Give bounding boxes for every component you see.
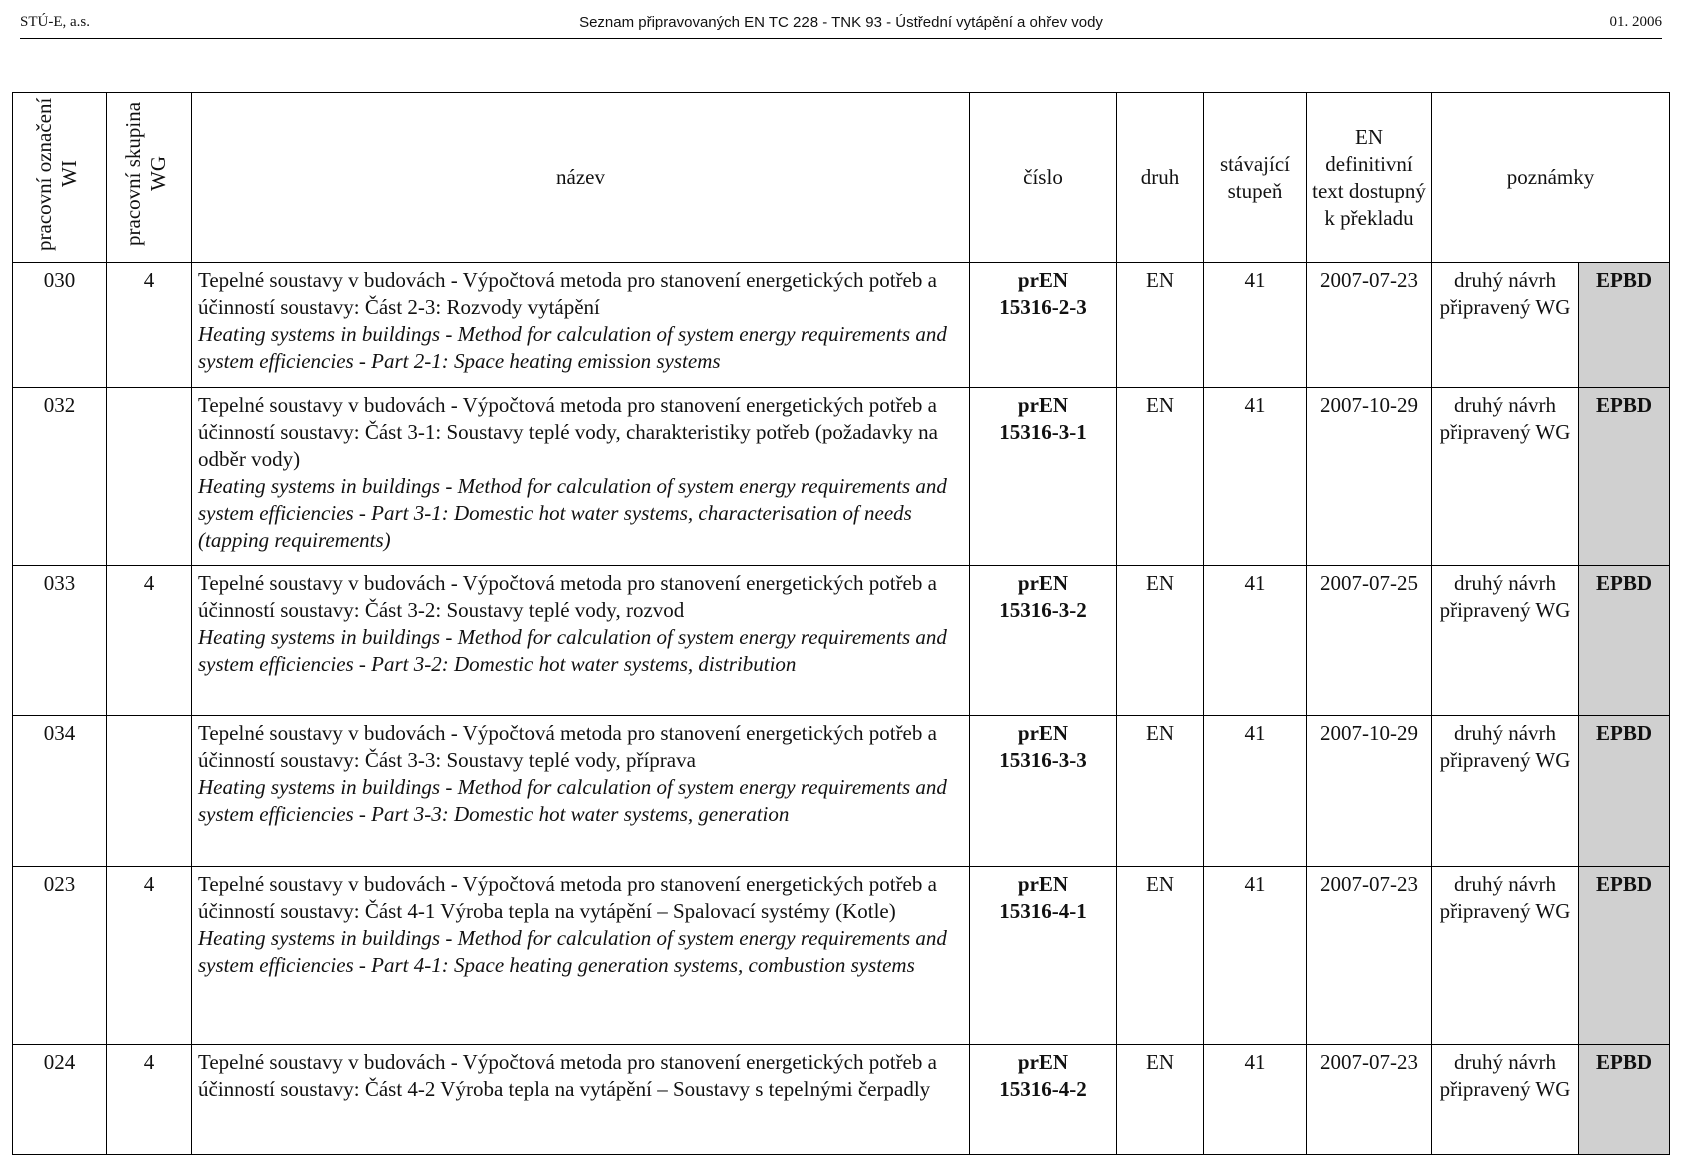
name-english: Heating systems in buildings - Method for calculation of system energy requirements and system efficiencies - Part 4-1: Space heating generation systems, combustion systems [198, 926, 947, 977]
number-prefix: prEN [1017, 872, 1069, 896]
col-header-wg [107, 93, 192, 263]
table-row [13, 716, 1670, 867]
cell-name [192, 263, 970, 388]
cell-tag-epbd: EPBD [1579, 263, 1670, 388]
cell-type: EN [1117, 566, 1204, 716]
cell-number [970, 716, 1117, 867]
table-row [13, 566, 1670, 716]
cell-date: 2007-07-23 [1307, 867, 1432, 1045]
cell-note: druhý návrh připravený WG [1432, 566, 1579, 716]
col-header-type: druh [1117, 93, 1204, 263]
number-code: 15316-3-2 [999, 598, 1087, 622]
table-row [13, 388, 1670, 566]
name-czech: Tepelné soustavy v budovách - Výpočtová metoda pro stanovení energetických potřeb a účinností soustavy: Část 3-2: Soustavy teplé vody, rozvod [198, 571, 937, 622]
page-header [20, 6, 1662, 39]
cell-wi: 034 [13, 716, 107, 867]
cell-wg: 4 [107, 1045, 192, 1155]
col-header-wi [13, 93, 107, 263]
cell-date: 2007-10-29 [1307, 716, 1432, 867]
cell-tag-epbd: EPBD [1579, 566, 1670, 716]
name-english: Heating systems in buildings - Method for calculation of system energy requirements and system efficiencies - Part 2-1: Space heating emission systems [198, 322, 947, 373]
standards-table [12, 92, 1670, 1155]
number-prefix: prEN [1017, 393, 1069, 417]
cell-wi: 030 [13, 263, 107, 388]
name-czech: Tepelné soustavy v budovách - Výpočtová metoda pro stanovení energetických potřeb a účinností soustavy: Část 4-1 Výroba tepla na vytápění – Spalovací systémy (Kotle) [198, 872, 937, 923]
table-row [13, 867, 1670, 1045]
cell-wi: 024 [13, 1045, 107, 1155]
cell-tag-epbd: EPBD [1579, 1045, 1670, 1155]
col-header-wg-label: pracovní skupina WG [121, 101, 170, 247]
name-english: Heating systems in buildings - Method for calculation of system energy requirements and system efficiencies - Part 3-3: Domestic hot water systems, generation [198, 775, 947, 826]
cell-note: druhý návrh připravený WG [1432, 716, 1579, 867]
number-code: 15316-2-3 [999, 295, 1087, 319]
cell-stage: 41 [1204, 263, 1307, 388]
header-organization: STÚ-E, a.s. [20, 14, 90, 30]
col-header-en-text: EN definitivní text dostupný k překladu [1307, 93, 1432, 263]
cell-stage: 41 [1204, 867, 1307, 1045]
number-prefix: prEN [1017, 268, 1069, 292]
cell-date: 2007-10-29 [1307, 388, 1432, 566]
cell-note: druhý návrh připravený WG [1432, 263, 1579, 388]
cell-date: 2007-07-23 [1307, 1045, 1432, 1155]
cell-date: 2007-07-23 [1307, 263, 1432, 388]
col-header-stage: stávající stupeň [1204, 93, 1307, 263]
cell-number [970, 867, 1117, 1045]
name-czech: Tepelné soustavy v budovách - Výpočtová metoda pro stanovení energetických potřeb a účinností soustavy: Část 4-2 Výroba tepla na vytápění – Soustavy s tepelnými čerpadly [198, 1050, 937, 1101]
cell-name [192, 867, 970, 1045]
number-prefix: prEN [1017, 571, 1069, 595]
table-header-row [13, 93, 1670, 263]
number-code: 15316-3-3 [999, 748, 1087, 772]
name-czech: Tepelné soustavy v budovách - Výpočtová metoda pro stanovení energetických potřeb a účinností soustavy: Část 2-3: Rozvody vytápění [198, 268, 937, 319]
name-czech: Tepelné soustavy v budovách - Výpočtová metoda pro stanovení energetických potřeb a účinností soustavy: Část 3-1: Soustavy teplé vody, charakteristiky potřeb (požadavky na odběr vody) [198, 393, 938, 471]
cell-stage: 41 [1204, 716, 1307, 867]
name-english: Heating systems in buildings - Method for calculation of system energy requirements and system efficiencies - Part 3-1: Domestic hot water systems, characterisation of needs (tapping requirements) [198, 474, 947, 552]
number-prefix: prEN [1017, 1050, 1069, 1074]
header-date: 01. 2006 [1609, 14, 1662, 30]
cell-number [970, 566, 1117, 716]
cell-wi: 032 [13, 388, 107, 566]
cell-number [970, 263, 1117, 388]
col-header-notes: poznámky [1432, 93, 1670, 263]
cell-type: EN [1117, 867, 1204, 1045]
cell-note: druhý návrh připravený WG [1432, 1045, 1579, 1155]
table-row [13, 1045, 1670, 1155]
col-header-name: název [192, 93, 970, 263]
cell-wg: 4 [107, 263, 192, 388]
col-header-wi-label: pracovní označení WI [31, 97, 81, 251]
cell-note: druhý návrh připravený WG [1432, 867, 1579, 1045]
header-title: Seznam připravovaných EN TC 228 - TNK 93 - Ústřední vytápění a ohřev vody [579, 14, 1103, 31]
cell-tag-epbd: EPBD [1579, 867, 1670, 1045]
cell-name [192, 566, 970, 716]
cell-wg [107, 388, 192, 566]
cell-stage: 41 [1204, 388, 1307, 566]
cell-stage: 41 [1204, 566, 1307, 716]
col-header-number: číslo [970, 93, 1117, 263]
number-prefix: prEN [1017, 721, 1069, 745]
cell-type: EN [1117, 716, 1204, 867]
cell-note: druhý návrh připravený WG [1432, 388, 1579, 566]
cell-wg: 4 [107, 867, 192, 1045]
cell-tag-epbd: EPBD [1579, 388, 1670, 566]
cell-name [192, 388, 970, 566]
cell-type: EN [1117, 388, 1204, 566]
cell-wi: 033 [13, 566, 107, 716]
cell-type: EN [1117, 263, 1204, 388]
number-code: 15316-4-1 [999, 899, 1087, 923]
cell-type: EN [1117, 1045, 1204, 1155]
name-english: Heating systems in buildings - Method for calculation of system energy requirements and system efficiencies - Part 3-2: Domestic hot water systems, distribution [198, 625, 947, 676]
cell-wg [107, 716, 192, 867]
cell-date: 2007-07-25 [1307, 566, 1432, 716]
table-row [13, 263, 1670, 388]
cell-number [970, 388, 1117, 566]
cell-number [970, 1045, 1117, 1155]
cell-name [192, 1045, 970, 1155]
cell-wi: 023 [13, 867, 107, 1045]
cell-stage: 41 [1204, 1045, 1307, 1155]
number-code: 15316-3-1 [999, 420, 1087, 444]
cell-tag-epbd: EPBD [1579, 716, 1670, 867]
name-czech: Tepelné soustavy v budovách - Výpočtová metoda pro stanovení energetických potřeb a účinností soustavy: Část 3-3: Soustavy teplé vody, příprava [198, 721, 937, 772]
cell-name [192, 716, 970, 867]
number-code: 15316-4-2 [999, 1077, 1087, 1101]
cell-wg: 4 [107, 566, 192, 716]
